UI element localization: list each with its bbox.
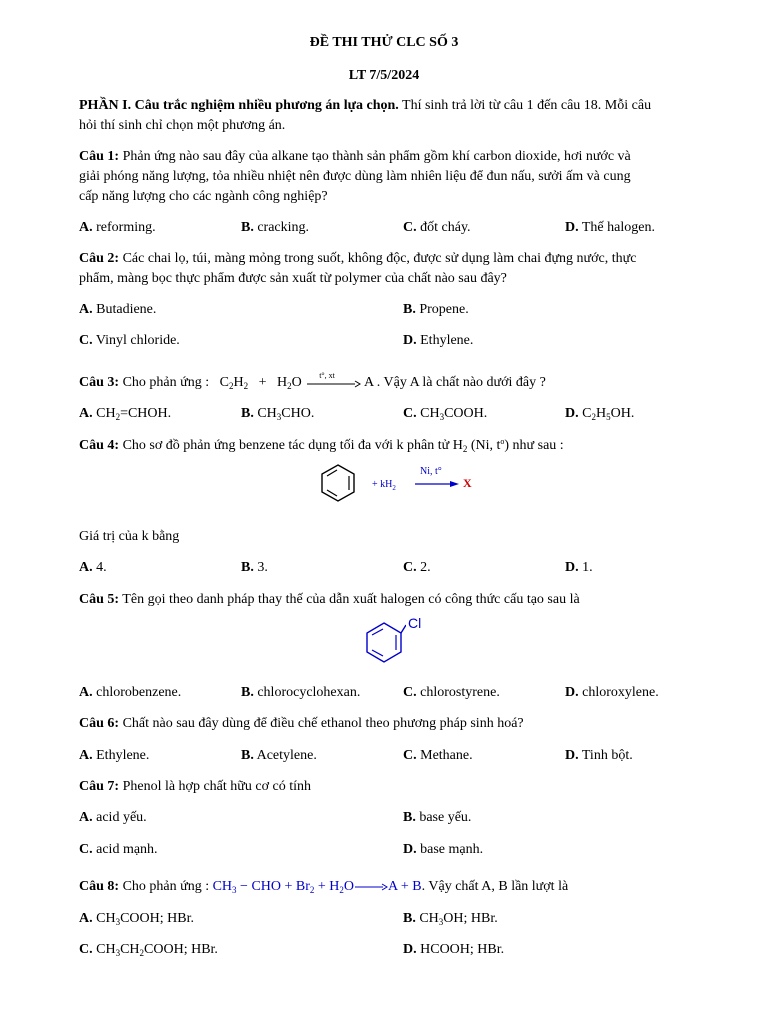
option-text: chlorocyclohexan.: [257, 685, 361, 700]
question-2-label: Câu 2:: [79, 251, 120, 266]
part1-heading: PHẦN I. Câu trắc nghiệm nhiều phương án lựa chọn.: [79, 98, 399, 113]
option-letter: D.: [403, 842, 417, 857]
q1-option-b[interactable]: [241, 218, 309, 238]
option-text: Vinyl chloride.: [95, 333, 180, 348]
q6-option-d[interactable]: [565, 746, 633, 766]
q7-option-a[interactable]: [79, 808, 147, 828]
option-text: chlorobenzene.: [96, 685, 182, 700]
q6-option-c[interactable]: [403, 746, 473, 766]
q5-option-c[interactable]: [403, 683, 500, 703]
option-letter: B.: [403, 302, 416, 317]
option-text: cracking.: [257, 220, 310, 235]
reaction-arrow-icon: [305, 370, 361, 390]
question-4-line: Câu 4: Cho sơ đồ phản ứng benzene tác dụng tối đa với k phân tử $H_2$ (Ni, $t^o$) như sau :: [79, 437, 564, 454]
option-text: base yếu.: [419, 810, 472, 825]
substituent-label: Cl: [408, 615, 422, 631]
question-2-line1: [79, 249, 719, 269]
q3-option-b[interactable]: B. $CH_3CHO$.: [241, 406, 315, 422]
question-1-line1: [79, 147, 719, 167]
question-4-text: Cho sơ đồ phản ứng benzene tác dụng tối đa với k phân tử H: [119, 438, 463, 453]
option-letter: A.: [79, 560, 93, 575]
q6-option-b[interactable]: [241, 746, 317, 766]
q2-option-d[interactable]: [403, 331, 473, 351]
option-letter: A.: [79, 911, 93, 926]
option-letter: A.: [79, 302, 93, 317]
question-2-text: Các chai lọ, túi, màng mỏng trong suốt, không độc, được sử dụng làm chai đựng nước, thực: [119, 251, 637, 266]
option-text: Ethylene.: [420, 333, 474, 348]
q5-option-d[interactable]: [565, 683, 659, 703]
option-text: 1.: [582, 560, 593, 575]
question-5-text: Tên gọi theo danh pháp thay thế của dẫn xuất halogen có công thức cấu tạo sau là: [119, 592, 580, 607]
question-1-line3: cấp năng lượng cho các ngành công nghiệp?: [79, 189, 328, 204]
question-4-text-tail: (Ni, t: [467, 438, 501, 453]
question-6-text: Chất nào sau đây dùng để điều chế ethanol theo phương pháp sinh hoá?: [119, 716, 524, 731]
scheme-product: X: [463, 476, 472, 490]
q2-option-a[interactable]: [79, 300, 156, 320]
q5-option-b[interactable]: [241, 683, 360, 703]
option-letter: C.: [403, 406, 417, 421]
benzene-ring-icon: [362, 620, 406, 664]
option-text: đốt cháy.: [420, 220, 471, 235]
benzene-ring-icon: [318, 463, 358, 503]
q8-equation: $CH_3$ − CHO + $Br_2 + H_2O$ A + B: [212, 879, 422, 895]
q7-option-d[interactable]: [403, 840, 483, 860]
option-text: Methane.: [420, 748, 473, 763]
option-letter: B.: [241, 220, 254, 235]
reaction-condition: t°, xt: [319, 370, 335, 380]
option-letter: B.: [241, 748, 254, 763]
q4-option-a[interactable]: [79, 558, 107, 578]
option-letter: D.: [565, 748, 579, 763]
q7-option-c[interactable]: [79, 840, 158, 860]
option-letter: B.: [241, 685, 254, 700]
q4-option-c[interactable]: [403, 558, 431, 578]
option-text: Thế halogen.: [581, 220, 655, 235]
benzene-hydrogenation-scheme: [318, 463, 478, 503]
question-4-prompt: Giá trị của k bằng: [79, 529, 180, 544]
q4-option-b[interactable]: [241, 558, 268, 578]
question-8-text: Cho phản ứng :: [119, 879, 210, 894]
question-8-label: Câu 8:: [79, 879, 120, 894]
option-letter: B.: [403, 911, 416, 926]
q8-option-c[interactable]: C. $CH_3CH_2COOH$; HBr.: [79, 942, 218, 958]
option-letter: A.: [79, 220, 93, 235]
question-3-text: Cho phản ứng :: [119, 375, 210, 390]
option-letter: C.: [79, 942, 93, 957]
option-text: Acetylene.: [256, 748, 317, 763]
question-7-text: Phenol là hợp chất hữu cơ có tính: [119, 779, 311, 794]
q1-option-c[interactable]: [403, 218, 471, 238]
option-text: base mạnh.: [420, 842, 484, 857]
option-letter: D.: [403, 333, 417, 348]
q8-option-a[interactable]: A. $CH_3COOH$; HBr.: [79, 911, 194, 927]
option-text: acid yếu.: [96, 810, 147, 825]
option-text: 2.: [420, 560, 431, 575]
q7-option-b[interactable]: [403, 808, 471, 828]
option-letter: A.: [79, 406, 93, 421]
question-2-line2: phẩm, màng bọc thực phẩm được sản xuất từ polymer của chất nào sau đây?: [79, 271, 507, 286]
q1-option-a[interactable]: [79, 218, 156, 238]
scheme-arrow-icon: [414, 480, 460, 488]
question-1-text: Phản ứng nào sau đây của alkane tạo thành sản phẩm gồm khí carbon dioxide, hơi nước và: [119, 149, 631, 164]
option-letter: B.: [241, 560, 254, 575]
q2-option-c[interactable]: [79, 331, 180, 351]
question-1-label: Câu 1:: [79, 149, 120, 164]
question-6-line: [79, 714, 719, 734]
part1-intro: [79, 96, 719, 116]
question-6-label: Câu 6:: [79, 716, 120, 731]
option-text: Butadiene.: [96, 302, 157, 317]
q3-reactants: $C_2H_2 + H_2O$: [219, 375, 302, 391]
question-7-label: Câu 7:: [79, 779, 120, 794]
option-text: Ethylene.: [96, 748, 150, 763]
question-3-label: Câu 3:: [79, 375, 120, 390]
scheme-reagent: + $kH_2$: [372, 479, 396, 492]
option-letter: B.: [241, 406, 254, 421]
option-letter: C.: [79, 333, 93, 348]
option-letter: C.: [403, 748, 417, 763]
question-3-line: [79, 370, 719, 393]
option-letter: A.: [79, 748, 93, 763]
option-letter: D.: [565, 220, 579, 235]
q3-option-d[interactable]: D. $C_2H_5OH$.: [565, 406, 635, 422]
q8-option-b[interactable]: B. $CH_3OH$; HBr.: [403, 911, 498, 927]
option-letter: C.: [403, 220, 417, 235]
option-letter: A.: [79, 810, 93, 825]
option-text: 3.: [257, 560, 268, 575]
q1-option-d[interactable]: [565, 218, 655, 238]
option-text: Propene.: [419, 302, 469, 317]
scheme-condition: Ni, t°: [420, 466, 442, 477]
question-5-line: [79, 590, 719, 610]
exam-subtitle: LT 7/5/2024: [348, 68, 420, 83]
option-letter: C.: [403, 560, 417, 575]
option-text: chloroxylene.: [582, 685, 659, 700]
option-letter: C.: [403, 685, 417, 700]
question-4-label: Câu 4:: [79, 438, 120, 453]
q5-option-a[interactable]: [79, 683, 181, 703]
option-text: Tinh bột.: [581, 748, 633, 763]
question-4-text-end: ) như sau :: [504, 438, 564, 453]
option-letter: D.: [565, 685, 579, 700]
part1-intro-line2: hỏi thí sinh chỉ chọn một phương án.: [79, 118, 286, 133]
q3-option-c[interactable]: C. $CH_3COOH$.: [403, 406, 488, 422]
option-text: 4.: [96, 560, 107, 575]
question-7-line: [79, 777, 719, 797]
option-letter: D.: [565, 406, 579, 421]
option-letter: A.: [79, 685, 93, 700]
q3-option-a[interactable]: A. $CH_2=CHOH$.: [79, 406, 172, 422]
option-letter: B.: [403, 810, 416, 825]
question-3-tail: A . Vậy A là chất nào dưới đây ?: [363, 375, 546, 390]
question-8-tail: . Vậy chất A, B lần lượt là: [421, 879, 569, 894]
part1-intro-text: Thí sinh trả lời từ câu 1 đến câu 18. Mỗi câu: [398, 98, 652, 113]
question-8-line: [79, 877, 719, 897]
q6-option-a[interactable]: [79, 746, 149, 766]
q8-option-d[interactable]: D. HCOOH; HBr.: [403, 942, 505, 957]
question-5-label: Câu 5:: [79, 592, 120, 607]
option-text: acid mạnh.: [96, 842, 158, 857]
option-letter: C.: [79, 842, 93, 857]
chlorobenzene-structure: [362, 616, 432, 664]
reaction-arrow-icon: [354, 883, 388, 891]
question-1-line2: giải phóng năng lượng, tỏa nhiều nhiệt nên được dùng làm nhiên liệu để đun nấu, sưởi ấm và cung: [79, 169, 631, 184]
option-letter: D.: [403, 942, 417, 957]
option-text: reforming.: [96, 220, 156, 235]
exam-title: ĐỀ THI THỬ CLC SỐ 3: [309, 35, 459, 50]
option-text: chlorostyrene.: [420, 685, 500, 700]
q2-option-b[interactable]: [403, 300, 469, 320]
q4-option-d[interactable]: [565, 558, 593, 578]
option-letter: D.: [565, 560, 579, 575]
